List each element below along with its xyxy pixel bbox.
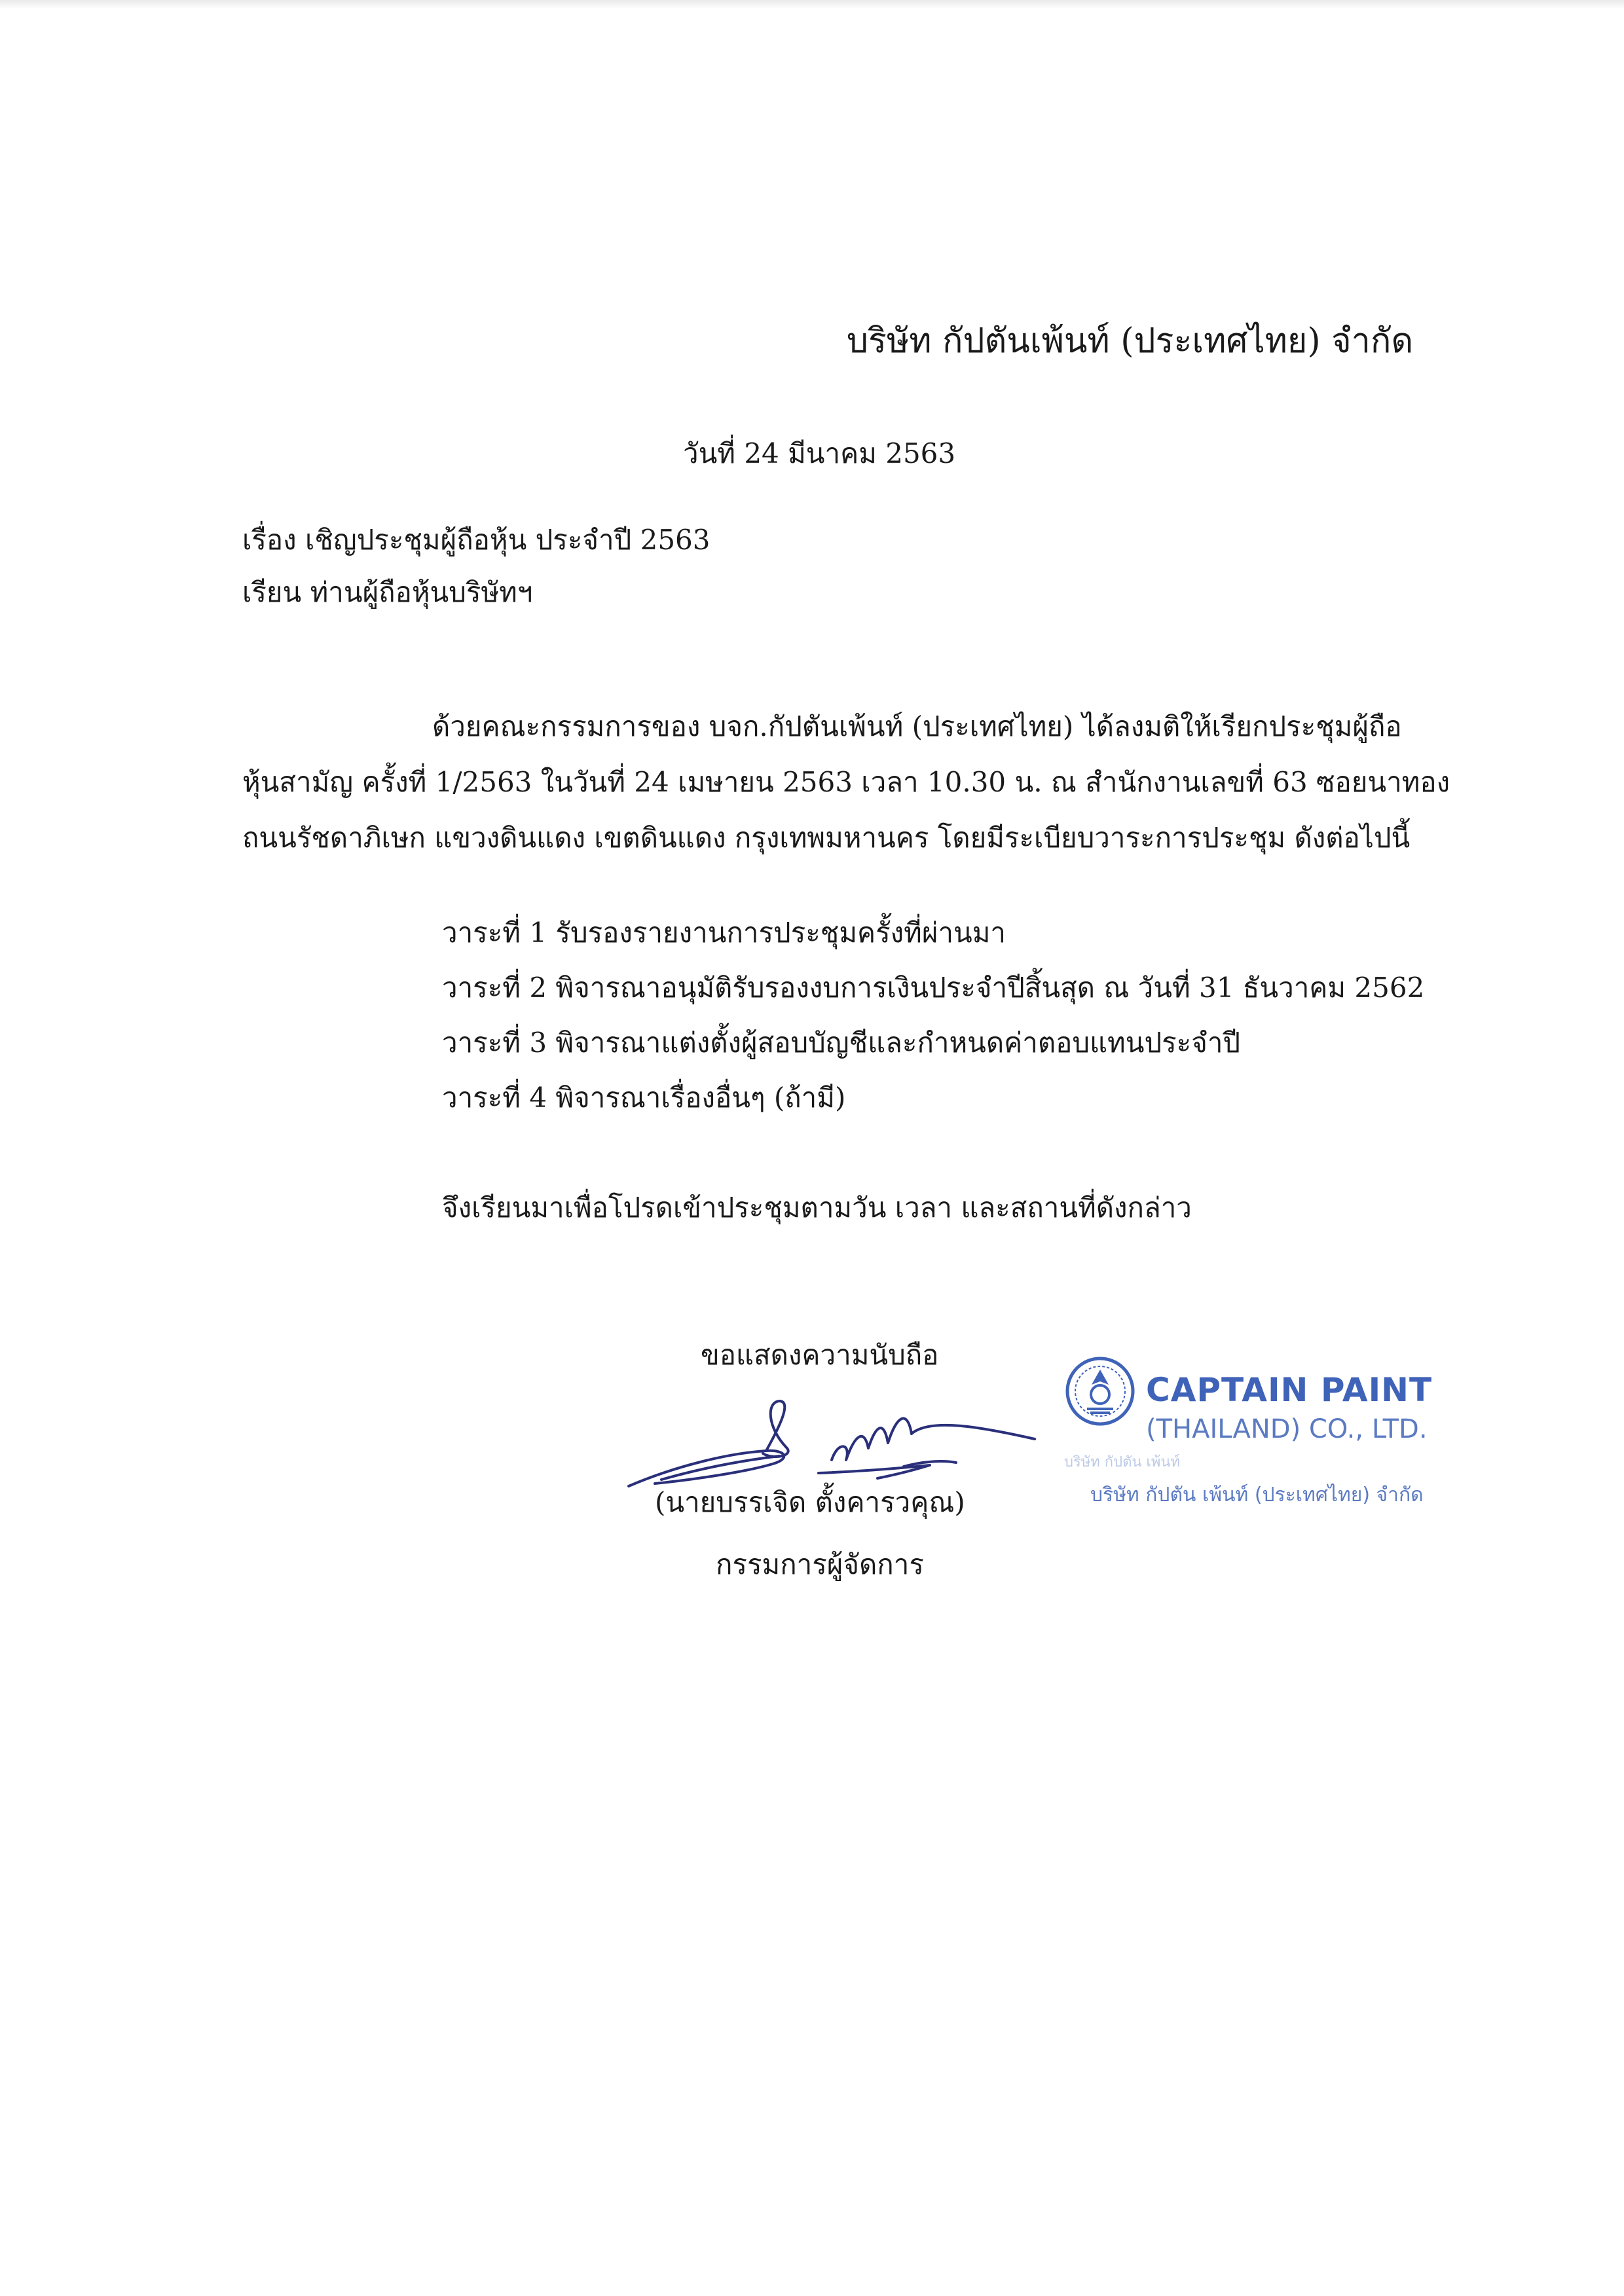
agenda-item: วาระที่ 1 รับรองรายงานการประชุมครั้งที่ผ่านมา [442, 917, 1006, 949]
letter-recipient: เรียน ท่านผู้ถือหุ้นบริษัทฯ [242, 576, 533, 608]
closing-sentence: จึงเรียนมาเพื่อโปรดเข้าประชุมตามวัน เวลา และสถานที่ดังกล่าว [442, 1192, 1192, 1224]
letter-subject: เรื่อง เชิญประชุมผู้ถือหุ้น ประจำปี 2563 [242, 524, 710, 556]
agenda-item: วาระที่ 3 พิจารณาแต่งตั้งผู้สอบบัญชีและกำหนดค่าตอบแทนประจำปี [442, 1027, 1241, 1059]
body-paragraph-line: หุ้นสามัญ ครั้งที่ 1/2563 ในวันที่ 24 เมษายน 2563 เวลา 10.30 น. ณ สำนักงานเลขที่ 63 ซอยนาทอง [242, 766, 1450, 798]
body-paragraph-line: ด้วยคณะกรรมการของ บจก.กัปตันเพ้นท์ (ประเทศไทย) ได้ลงมติให้เรียกประชุมผู้ถือ [432, 710, 1402, 742]
stamp-line-4: บริษัท กัปตัน เพ้นท์ (ประเทศไทย) จำกัด [1090, 1484, 1424, 1506]
signatory-title: กรรมการผู้จัดการ [716, 1548, 924, 1580]
scan-edge-shadow [0, 0, 1624, 9]
company-seal-icon [1064, 1355, 1136, 1427]
agenda-item: วาระที่ 4 พิจารณาเรื่องอื่นๆ (ถ้ามี) [442, 1082, 846, 1114]
stamp-line-3: บริษัท กัปตัน เพ้นท์ [1064, 1454, 1180, 1470]
letter-date: วันที่ 24 มีนาคม 2563 [683, 437, 956, 469]
agenda-item: วาระที่ 2 พิจารณาอนุมัติรับรองงบการเงินประจำปีสิ้นสุด ณ วันที่ 31 ธันวาคม 2562 [442, 972, 1425, 1004]
regards-line: ขอแสดงความนับถือ [701, 1339, 939, 1371]
signatory-name: (นายบรรเจิด ตั้งคารวคุณ) [655, 1486, 965, 1518]
agenda-list [442, 917, 1424, 1137]
company-stamp [1064, 1349, 1444, 1519]
handwritten-signature [616, 1388, 1048, 1499]
stamp-line-1: CAPTAIN PAINT [1146, 1371, 1433, 1409]
body-paragraph-line: ถนนรัชดาภิเษก แขวงดินแดง เขตดินแดง กรุงเทพมหานคร โดยมีระเบียบวาระการประชุม ดังต่อไปนี้ [242, 822, 1411, 854]
stamp-line-2: (THAILAND) CO., LTD. [1146, 1414, 1428, 1444]
company-name: บริษัท กัปตันเพ้นท์ (ประเทศไทย) จำกัด [847, 321, 1414, 361]
